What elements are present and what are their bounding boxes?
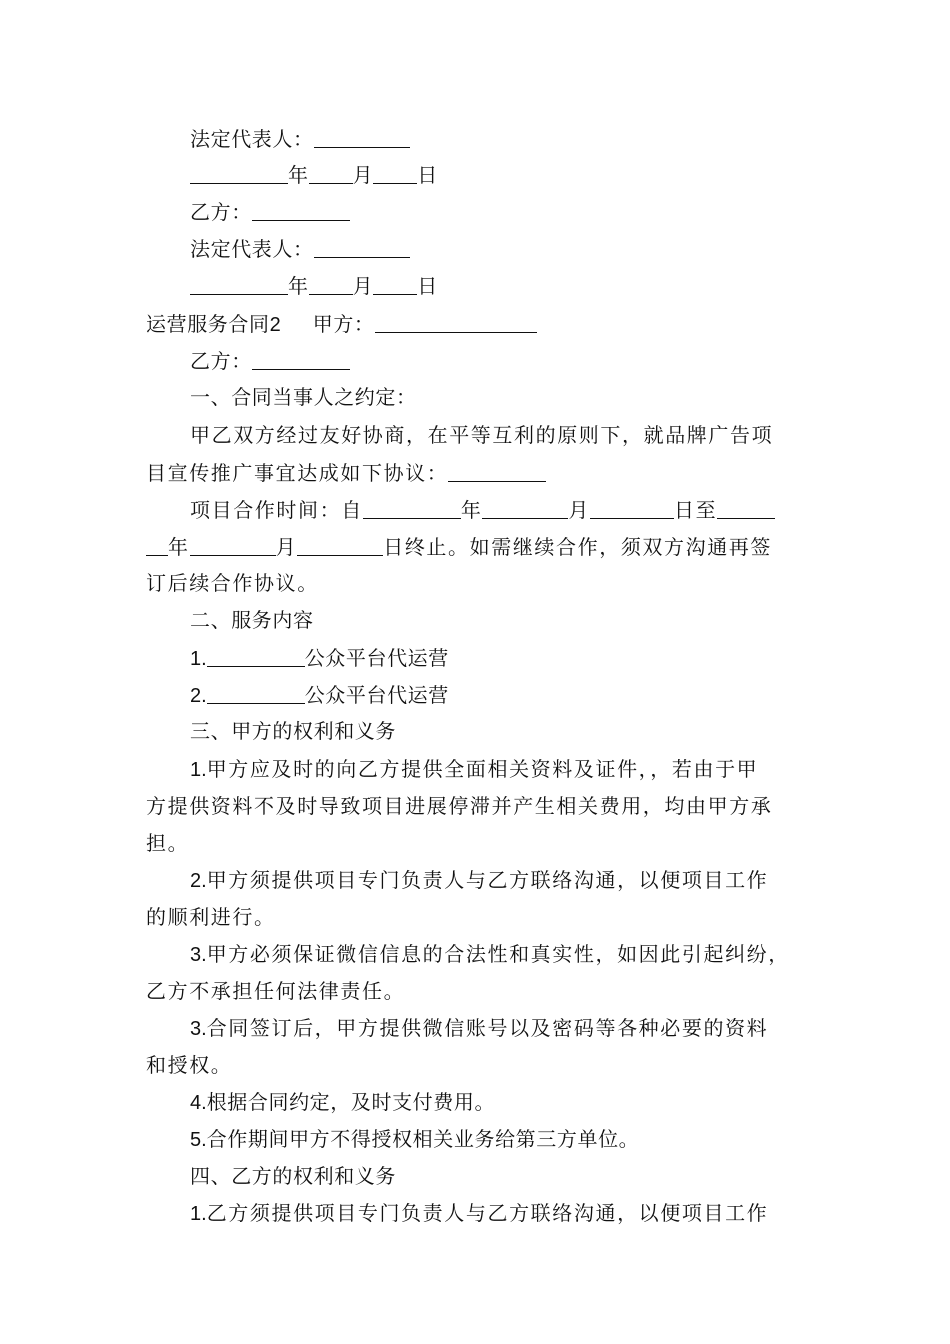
item-number: 1. <box>190 648 207 670</box>
a-item-1-line-1 <box>0 756 950 782</box>
a-item-4 <box>0 1089 950 1115</box>
item-number: 3. <box>190 1018 207 1040</box>
year-label: 年 <box>460 498 483 522</box>
party-b-line-2 <box>0 347 950 373</box>
start-day-blank <box>590 496 674 519</box>
rep-label: 法定代表人： <box>190 237 314 261</box>
month-label: 月 <box>275 535 298 559</box>
end-year-blank-part2 <box>146 533 168 556</box>
contract-title: 运营服务合同 <box>146 312 270 336</box>
period-suffix: 日终止。如需继续合作，须双方沟通再签 <box>383 535 773 559</box>
contract-number: 2 <box>269 314 281 336</box>
section-4-heading: 四、乙方的权利和义务 <box>190 1164 396 1188</box>
date-line-b <box>0 272 950 298</box>
paragraph-1-line-2 <box>0 459 950 485</box>
party-a-label: 甲方： <box>312 312 375 336</box>
signature-rep-line-b <box>0 235 950 261</box>
party-b-label: 乙方： <box>190 349 252 373</box>
section-2-heading: 二、服务内容 <box>190 608 314 632</box>
item-number: 4. <box>190 1092 207 1114</box>
period-line-2 <box>0 533 950 559</box>
section-3-heading: 三、甲方的权利和义务 <box>190 719 396 743</box>
contract-title-line <box>0 310 950 336</box>
a-item-3b-line-1 <box>0 1015 950 1041</box>
party-b-blank <box>252 347 350 370</box>
item-text: 乙方须提供项目专门负责人与乙方联络沟通，以便项目工作 <box>206 1201 769 1225</box>
year-label: 年 <box>288 163 309 187</box>
signature-rep-line-a <box>0 125 950 151</box>
period-line-3: 订后续合作协议。 <box>146 571 319 595</box>
party-a-blank <box>375 310 537 333</box>
a-item-2-line-2: 的顺利进行。 <box>146 905 276 929</box>
day-blank <box>373 272 417 295</box>
a-item-1-line-3: 担。 <box>146 831 190 855</box>
a-item-3b-line-2: 和授权。 <box>146 1053 233 1077</box>
item-number: 1. <box>190 1203 207 1225</box>
platform-blank <box>207 644 305 667</box>
item-number: 2. <box>190 685 207 707</box>
date-line-a <box>0 161 950 187</box>
month-label: 月 <box>568 498 591 522</box>
month-blank <box>309 272 353 295</box>
platform-blank <box>207 681 305 704</box>
service-item-1 <box>0 644 950 670</box>
party-b-label: 乙方： <box>190 200 252 224</box>
a-item-2-line-1 <box>0 867 950 893</box>
party-b-line <box>0 198 950 224</box>
item-number: 1. <box>190 759 207 781</box>
year-blank <box>190 161 288 184</box>
day-label: 日 <box>417 274 438 298</box>
year-blank <box>190 272 288 295</box>
section-1-heading: 一、合同当事人之约定： <box>190 385 417 409</box>
item-number: 3. <box>190 944 207 966</box>
item-text: 甲方应及时的向乙方提供全面相关资料及证件，，若由于甲 <box>206 757 759 781</box>
service-item-2 <box>0 681 950 707</box>
item-text: 合同签订后，甲方提供微信账号以及密码等各种必要的资料 <box>206 1016 769 1040</box>
item-text: 合作期间甲方不得授权相关业务给第三方单位。 <box>206 1127 640 1151</box>
year-label: 年 <box>288 274 309 298</box>
rep-name-blank <box>314 235 410 258</box>
day-label: 日 <box>417 163 438 187</box>
end-month-blank <box>190 533 276 556</box>
item-text: 公众平台代运营 <box>304 683 449 707</box>
party-b-blank <box>252 198 350 221</box>
year-label: 年 <box>168 535 190 559</box>
day-blank <box>373 161 417 184</box>
item-text: 公众平台代运营 <box>304 646 449 670</box>
a-item-3-line-1 <box>0 941 950 967</box>
a-item-5 <box>0 1126 950 1152</box>
paragraph-1-line-1: 甲乙双方经过友好协商，在平等互利的原则下，就品牌广告项 <box>190 423 774 447</box>
end-year-blank-part1 <box>717 496 775 519</box>
period-prefix: 项目合作时间：自 <box>190 498 363 522</box>
item-number: 5. <box>190 1129 207 1151</box>
start-month-blank <box>482 496 568 519</box>
start-year-blank <box>363 496 461 519</box>
a-item-1-line-2: 方提供资料不及时导致项目进展停滞并产生相关费用，均由甲方承 <box>146 794 773 818</box>
month-blank <box>309 161 353 184</box>
b-item-1-line-1 <box>0 1200 950 1226</box>
end-day-blank <box>297 533 383 556</box>
month-label: 月 <box>352 163 374 187</box>
rep-label: 法定代表人： <box>190 127 314 151</box>
period-line-1 <box>0 496 950 522</box>
agreement-blank <box>448 459 546 482</box>
day-to-label: 日至 <box>674 498 718 522</box>
rep-name-blank <box>314 125 410 148</box>
item-number: 2. <box>190 870 207 892</box>
item-text: 甲方必须保证微信信息的合法性和真实性，如因此引起纠纷， <box>206 942 790 966</box>
paragraph-text: 目宣传推广事宜达成如下协议： <box>146 461 449 485</box>
month-label: 月 <box>352 274 374 298</box>
a-item-3-line-2: 乙方不承担任何法律责任。 <box>146 979 406 1003</box>
item-text: 甲方须提供项目专门负责人与乙方联络沟通，以便项目工作 <box>206 868 769 892</box>
item-text: 根据合同约定，及时支付费用。 <box>206 1090 496 1114</box>
